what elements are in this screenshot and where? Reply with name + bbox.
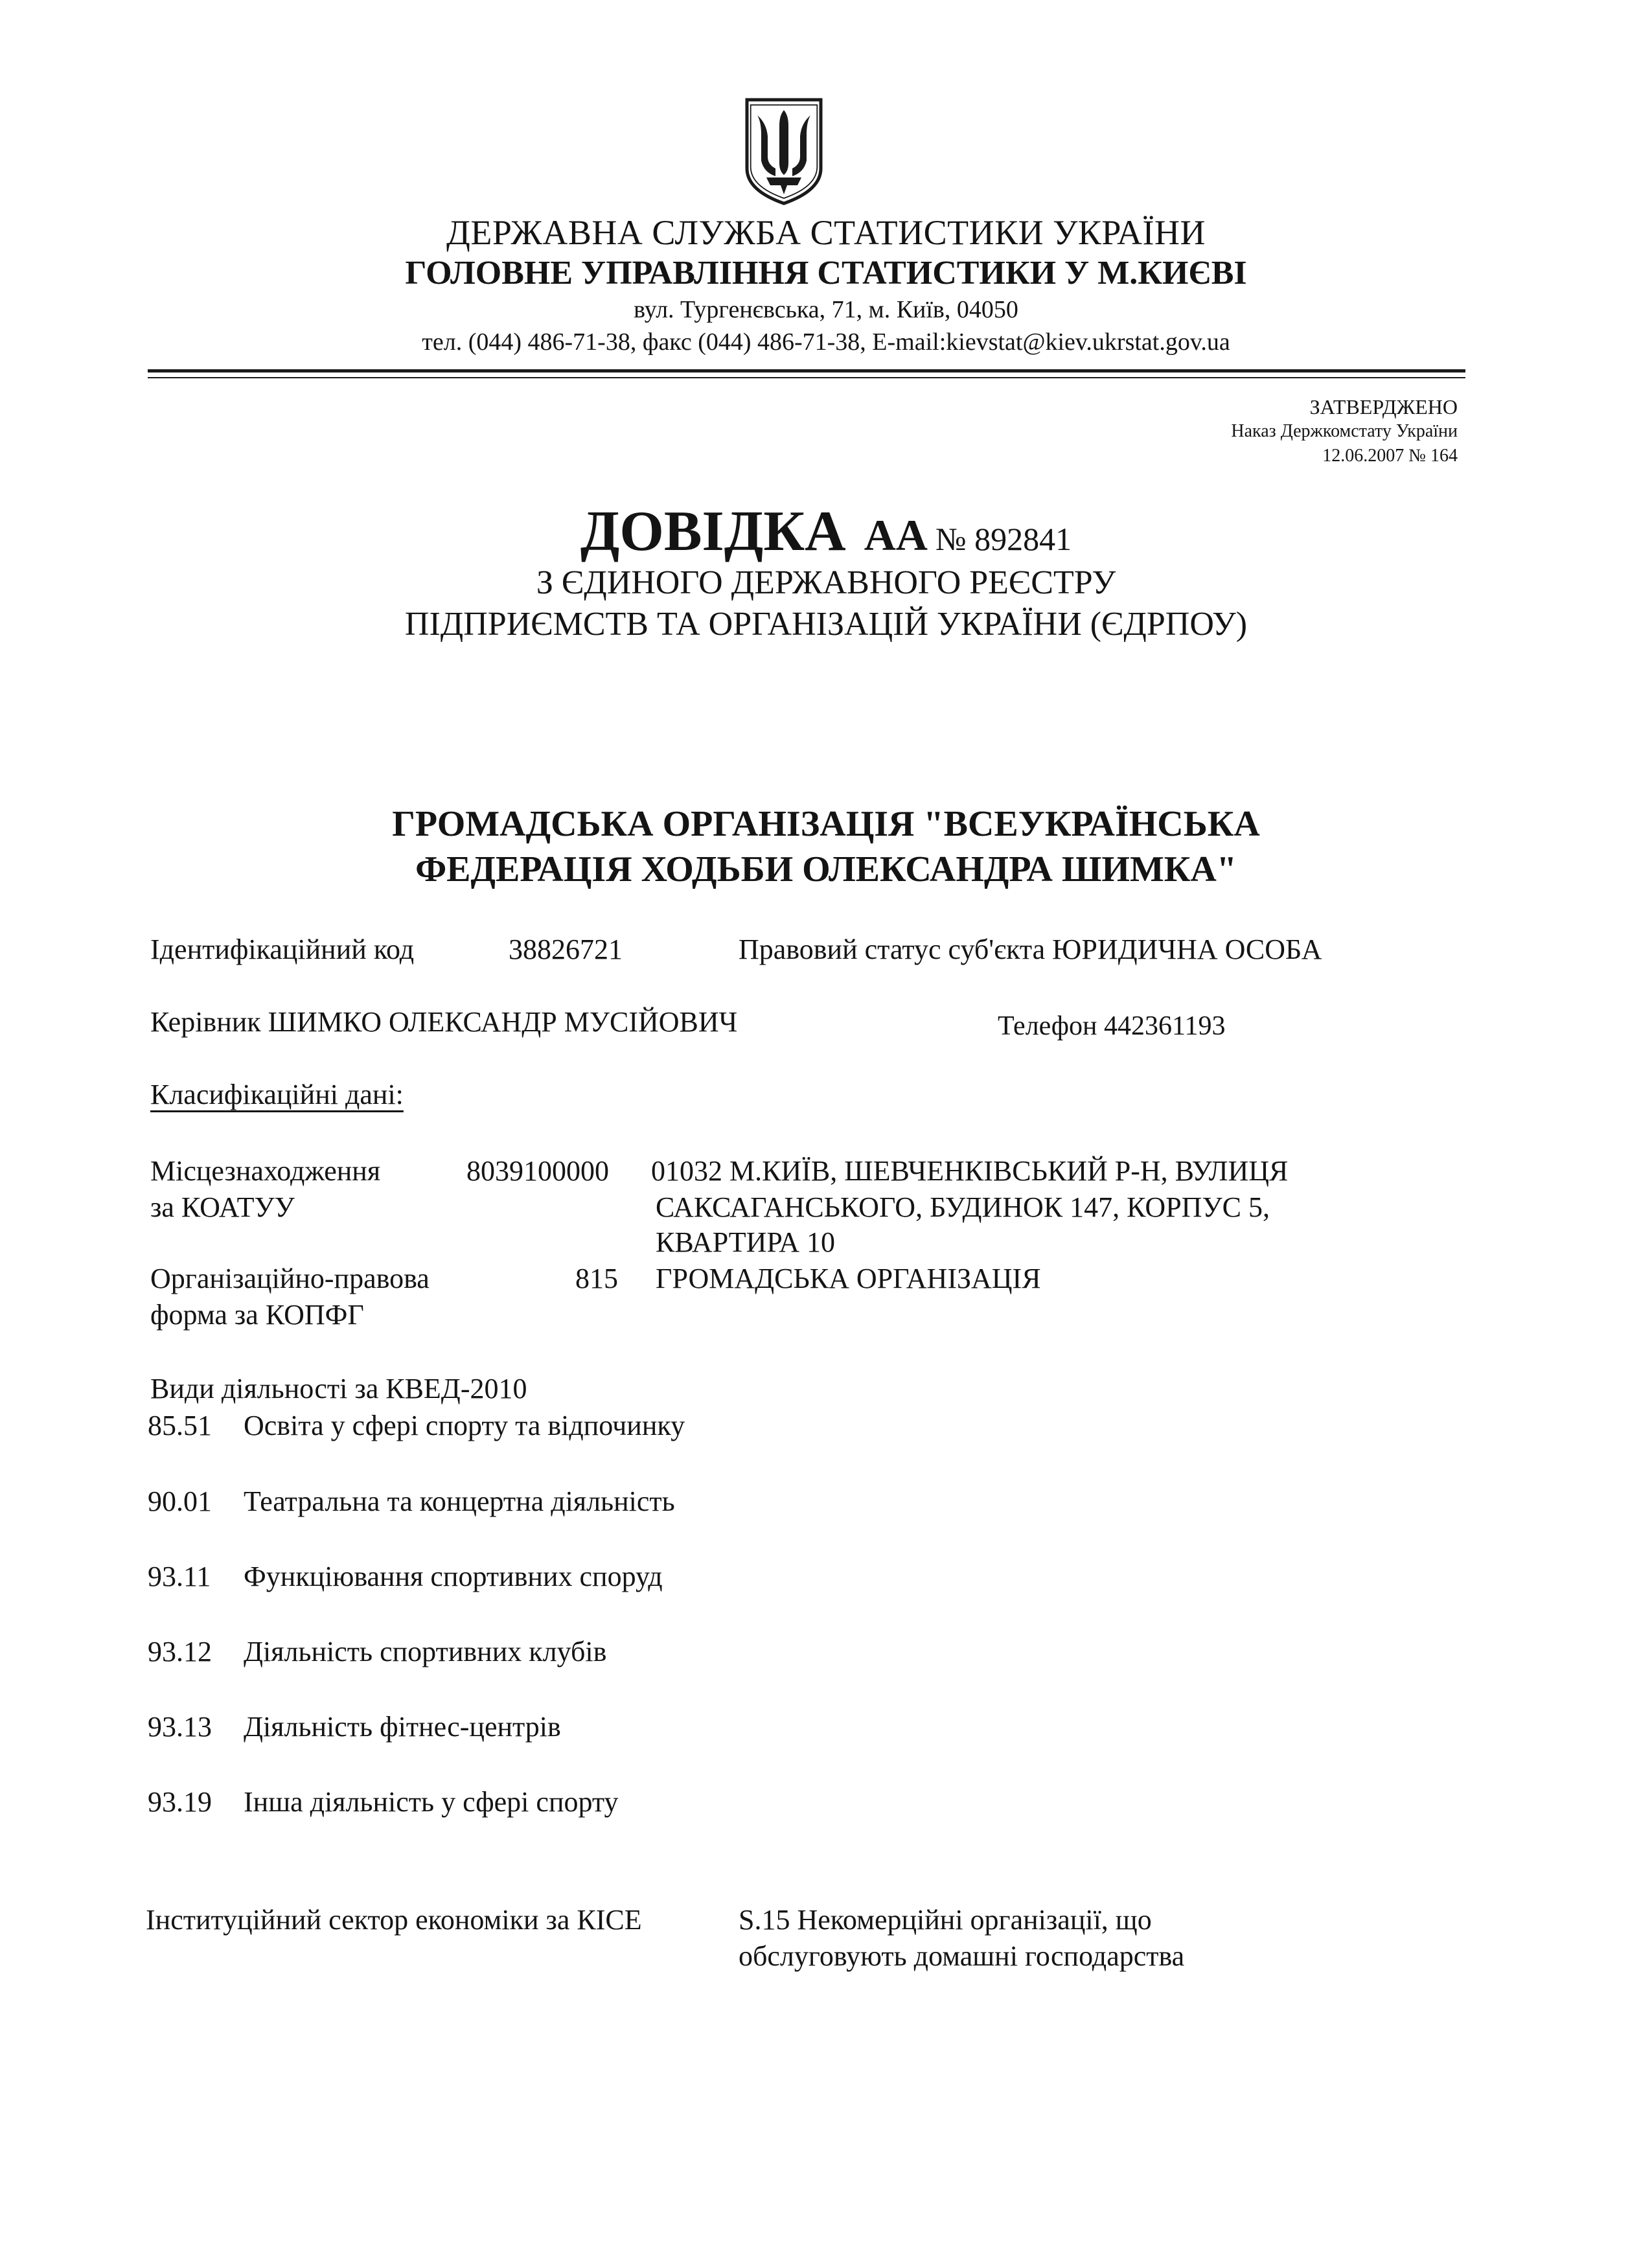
activities-title: Види діяльності за КВЕД-2010 bbox=[150, 1373, 527, 1404]
certificate-subtitle-1: З ЄДИНОГО ДЕРЖАВНОГО РЕЄСТРУ bbox=[536, 564, 1116, 601]
organization-name-line-1: ГРОМАДСЬКА ОРГАНІЗАЦІЯ "ВСЕУКРАЇНСЬКА bbox=[392, 804, 1260, 844]
head-label: Керівник bbox=[150, 1006, 261, 1038]
issuer-line-2: ГОЛОВНЕ УПРАВЛІННЯ СТАТИСТИКИ У М.КИЄВІ bbox=[405, 255, 1247, 292]
phone-label: Телефон bbox=[998, 1011, 1097, 1041]
activity-code: 85.51 bbox=[148, 1410, 212, 1441]
kopfg-code: 815 bbox=[575, 1263, 618, 1294]
koatuu-label-1: Місцезнаходження bbox=[150, 1155, 381, 1187]
issuer-address: вул. Тургенєвська, 71, м. Київ, 04050 bbox=[634, 296, 1018, 323]
approval-date: 12.06.2007 № 164 bbox=[1322, 446, 1458, 466]
kopfg-value: ГРОМАДСЬКА ОРГАНІЗАЦІЯ bbox=[656, 1263, 1041, 1294]
address-line-2: САКСАГАНСЬКОГО, БУДИНОК 147, КОРПУС 5, bbox=[656, 1191, 1270, 1223]
trident-coat-of-arms-icon bbox=[742, 96, 826, 207]
sector-code: S.15 bbox=[739, 1904, 790, 1936]
issuer-contacts: тел. (044) 486-71-38, факс (044) 486-71-38, E-mail:kievstat@kiev.ukrstat.gov.ua bbox=[422, 328, 1230, 356]
activity-row bbox=[148, 1635, 606, 1668]
certificate-series: АА bbox=[864, 510, 928, 560]
kopfg-label-1: Організаційно-правова bbox=[150, 1263, 430, 1294]
certificate-title bbox=[0, 499, 1652, 564]
legal-status bbox=[739, 933, 1322, 966]
sector-label: Інституційний сектор економіки за КІСЕ bbox=[146, 1904, 642, 1936]
phone-row bbox=[998, 1011, 1225, 1042]
sector-value-text: Некомерційні організації, що bbox=[797, 1904, 1152, 1936]
activity-name: Інша діяльність у сфері спорту bbox=[244, 1786, 619, 1818]
kopfg-label-2: форма за КОПФГ bbox=[150, 1299, 364, 1331]
id-code-value: 38826721 bbox=[509, 934, 623, 965]
activity-code: 90.01 bbox=[148, 1485, 212, 1517]
activity-code: 93.11 bbox=[148, 1561, 211, 1592]
koatuu-label-2: за КОАТУУ bbox=[150, 1191, 295, 1223]
approval-title: ЗАТВЕРДЖЕНО bbox=[1309, 395, 1458, 418]
certificate-number: № 892841 bbox=[935, 521, 1072, 557]
phone-value: 442361193 bbox=[1104, 1011, 1226, 1041]
id-code-label: Ідентифікаційний код bbox=[150, 934, 415, 965]
activity-row bbox=[148, 1710, 561, 1743]
head-row bbox=[150, 1005, 737, 1038]
activity-row bbox=[148, 1560, 663, 1593]
header-divider-top bbox=[148, 369, 1465, 372]
classification-title: Класифікаційні дані: bbox=[150, 1079, 404, 1110]
legal-status-value: ЮРИДИЧНА ОСОБА bbox=[1052, 934, 1322, 965]
activity-row bbox=[148, 1785, 619, 1818]
activity-code: 93.12 bbox=[148, 1636, 212, 1667]
activity-name: Театральна та концертна діяльність bbox=[244, 1485, 675, 1517]
certificate-subtitle-2: ПІДПРИЄМСТВ ТА ОРГАНІЗАЦІЙ УКРАЇНИ (ЄДРПОУ) bbox=[404, 606, 1248, 643]
sector-value-line-2: обслуговують домашні господарства bbox=[739, 1940, 1185, 1972]
sector-value-line-1 bbox=[739, 1903, 1152, 1936]
address-line-3: КВАРТИРА 10 bbox=[656, 1226, 835, 1258]
address-line-1: 01032 М.КИЇВ, ШЕВЧЕНКІВСЬКИЙ Р-Н, ВУЛИЦЯ bbox=[651, 1155, 1289, 1187]
activity-name: Діяльність фітнес-центрів bbox=[244, 1711, 561, 1743]
activity-name: Функціювання спортивних споруд bbox=[244, 1561, 663, 1592]
activity-row bbox=[148, 1485, 675, 1518]
head-value: ШИМКО ОЛЕКСАНДР МУСІЙОВИЧ bbox=[268, 1006, 738, 1038]
issuer-line-1: ДЕРЖАВНА СЛУЖБА СТАТИСТИКИ УКРАЇНИ bbox=[446, 213, 1206, 252]
certificate-word: ДОВІДКА bbox=[580, 500, 846, 563]
activity-name: Діяльність спортивних клубів bbox=[244, 1636, 607, 1667]
header-divider-bottom bbox=[148, 377, 1465, 378]
activity-code: 93.13 bbox=[148, 1711, 212, 1743]
organization-name-line-2: ФЕДЕРАЦІЯ ХОДЬБИ ОЛЕКСАНДРА ШИМКА" bbox=[415, 849, 1237, 889]
activity-name: Освіта у сфері спорту та відпочинку bbox=[244, 1410, 685, 1441]
koatuu-code: 8039100000 bbox=[466, 1155, 609, 1187]
approval-order: Наказ Держкомстату України bbox=[1231, 421, 1458, 441]
activity-code: 93.19 bbox=[148, 1786, 212, 1818]
activity-row bbox=[148, 1409, 685, 1442]
legal-status-label: Правовий статус суб'єкта bbox=[739, 934, 1046, 965]
